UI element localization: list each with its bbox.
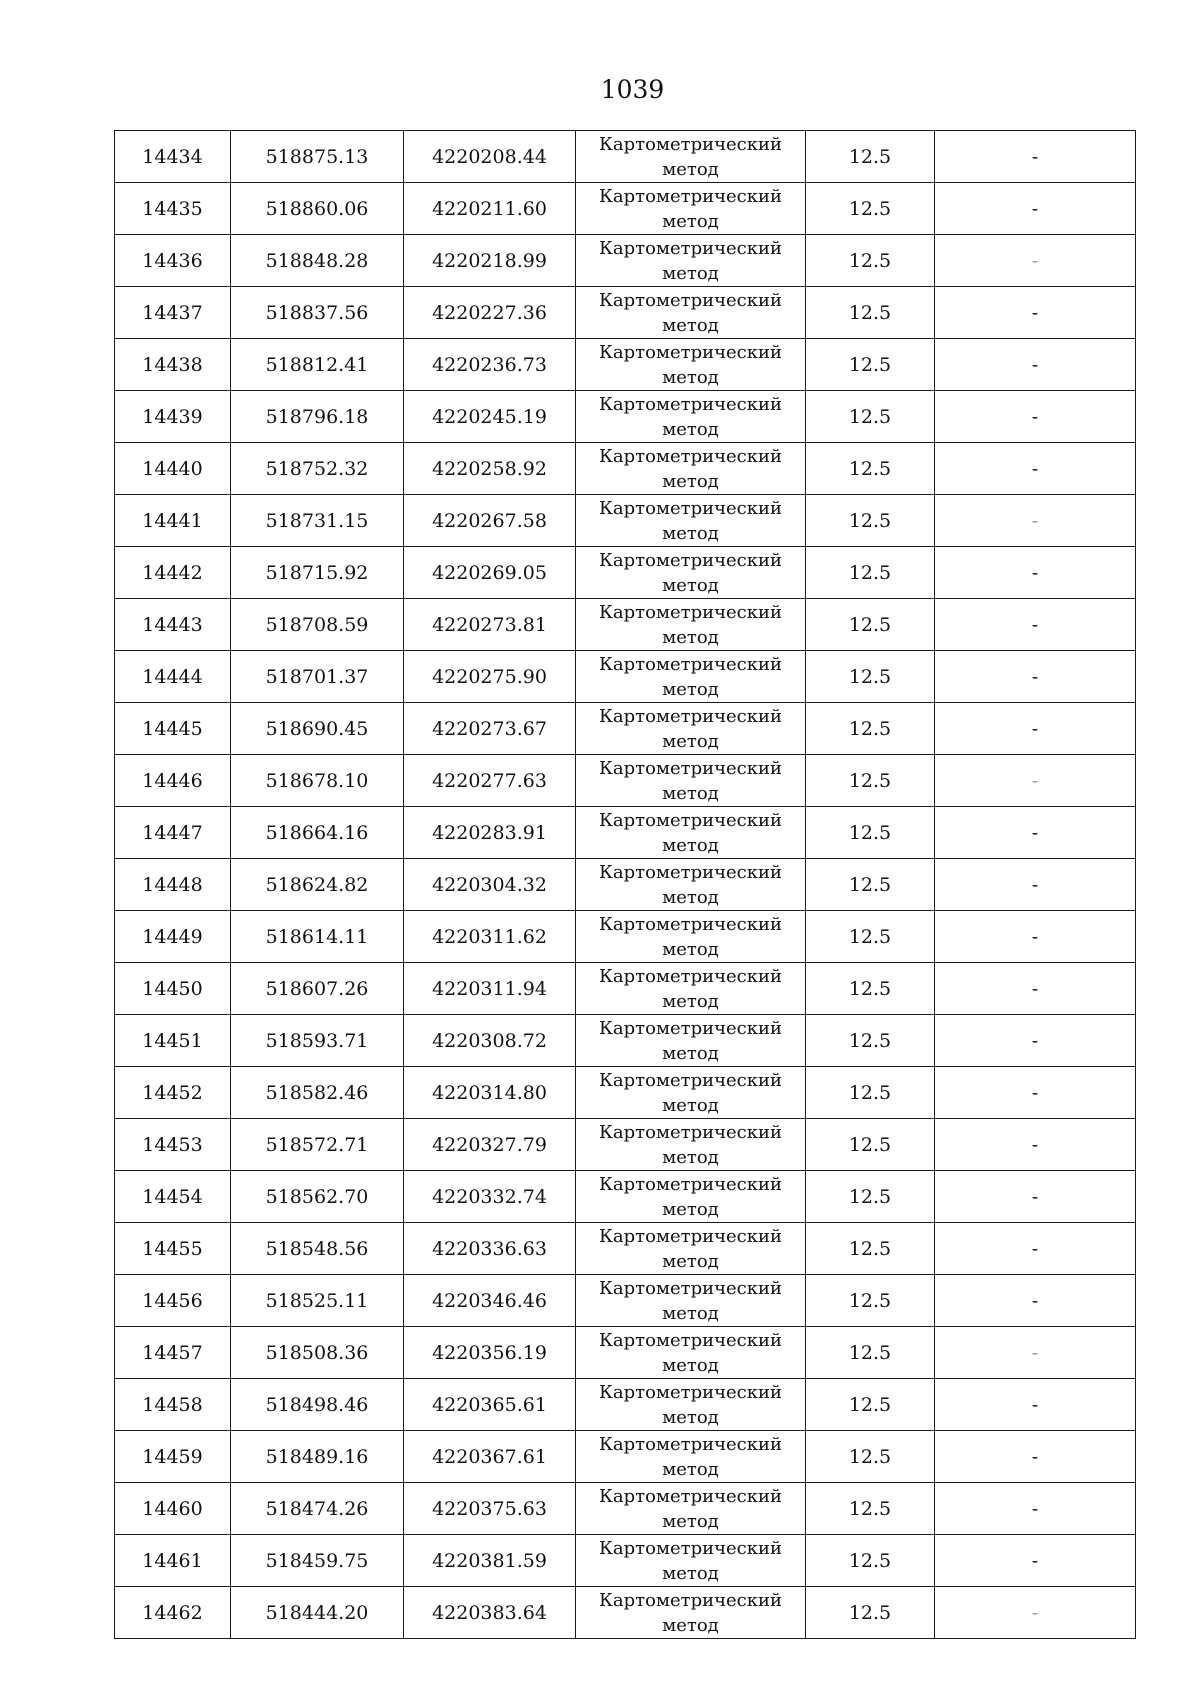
note-cell: - [935,807,1136,859]
table-row [115,495,1136,547]
y-coordinate-cell: 4220336.63 [404,1223,576,1275]
table-row [115,1015,1136,1067]
y-coordinate-cell: 4220365.61 [404,1379,576,1431]
x-coordinate-cell: 518690.45 [231,703,404,755]
y-coordinate-cell: 4220258.92 [404,443,576,495]
y-coordinate-cell: 4220227.36 [404,287,576,339]
x-coordinate-cell: 518474.26 [231,1483,404,1535]
table-row [115,1275,1136,1327]
accuracy-cell: 12.5 [806,131,935,183]
method-cell: Картометрический метод [576,339,806,391]
x-coordinate-cell: 518796.18 [231,391,404,443]
note-cell: - [935,235,1136,287]
point-number-cell: 14442 [115,547,231,599]
point-number-cell: 14445 [115,703,231,755]
method-cell: Картометрический метод [576,1119,806,1171]
point-number-cell: 14458 [115,1379,231,1431]
accuracy-cell: 12.5 [806,547,935,599]
table-row [115,1535,1136,1587]
accuracy-cell: 12.5 [806,963,935,1015]
x-coordinate-cell: 518678.10 [231,755,404,807]
point-number-cell: 14443 [115,599,231,651]
accuracy-cell: 12.5 [806,1119,935,1171]
y-coordinate-cell: 4220275.90 [404,651,576,703]
y-coordinate-cell: 4220381.59 [404,1535,576,1587]
x-coordinate-cell: 518508.36 [231,1327,404,1379]
table-row [115,1431,1136,1483]
x-coordinate-cell: 518848.28 [231,235,404,287]
method-cell: Картометрический метод [576,911,806,963]
x-coordinate-cell: 518572.71 [231,1119,404,1171]
y-coordinate-cell: 4220245.19 [404,391,576,443]
table-row [115,443,1136,495]
page-number: 1039 [600,75,665,104]
y-coordinate-cell: 4220356.19 [404,1327,576,1379]
point-number-cell: 14444 [115,651,231,703]
point-number-cell: 14436 [115,235,231,287]
point-number-cell: 14439 [115,391,231,443]
table-row [115,1171,1136,1223]
method-cell: Картометрический метод [576,807,806,859]
method-cell: Картометрический метод [576,859,806,911]
accuracy-cell: 12.5 [806,1535,935,1587]
point-number-cell: 14440 [115,443,231,495]
point-number-cell: 14459 [115,1431,231,1483]
note-cell: - [935,599,1136,651]
accuracy-cell: 12.5 [806,859,935,911]
point-number-cell: 14447 [115,807,231,859]
method-cell: Картометрический метод [576,1327,806,1379]
accuracy-cell: 12.5 [806,599,935,651]
table-row [115,1223,1136,1275]
method-cell: Картометрический метод [576,287,806,339]
x-coordinate-cell: 518562.70 [231,1171,404,1223]
table-row [115,1327,1136,1379]
note-cell: - [935,1535,1136,1587]
y-coordinate-cell: 4220383.64 [404,1587,576,1639]
method-cell: Картометрический метод [576,131,806,183]
method-cell: Картометрический метод [576,1275,806,1327]
note-cell: - [935,1431,1136,1483]
accuracy-cell: 12.5 [806,703,935,755]
point-number-cell: 14449 [115,911,231,963]
table-row [115,1587,1136,1639]
x-coordinate-cell: 518582.46 [231,1067,404,1119]
x-coordinate-cell: 518548.56 [231,1223,404,1275]
accuracy-cell: 12.5 [806,807,935,859]
method-cell: Картометрический метод [576,963,806,1015]
method-cell: Картометрический метод [576,1379,806,1431]
table-row [115,183,1136,235]
y-coordinate-cell: 4220308.72 [404,1015,576,1067]
x-coordinate-cell: 518731.15 [231,495,404,547]
x-coordinate-cell: 518593.71 [231,1015,404,1067]
accuracy-cell: 12.5 [806,1379,935,1431]
table-row [115,339,1136,391]
accuracy-cell: 12.5 [806,1275,935,1327]
point-number-cell: 14456 [115,1275,231,1327]
table-row [115,807,1136,859]
accuracy-cell: 12.5 [806,339,935,391]
note-cell: - [935,1587,1136,1639]
accuracy-cell: 12.5 [806,495,935,547]
x-coordinate-cell: 518614.11 [231,911,404,963]
accuracy-cell: 12.5 [806,755,935,807]
table-row [115,1119,1136,1171]
note-cell: - [935,963,1136,1015]
note-cell: - [935,391,1136,443]
y-coordinate-cell: 4220277.63 [404,755,576,807]
y-coordinate-cell: 4220218.99 [404,235,576,287]
x-coordinate-cell: 518498.46 [231,1379,404,1431]
x-coordinate-cell: 518708.59 [231,599,404,651]
method-cell: Картометрический метод [576,495,806,547]
note-cell: - [935,339,1136,391]
method-cell: Картометрический метод [576,547,806,599]
note-cell: - [935,1483,1136,1535]
point-number-cell: 14437 [115,287,231,339]
point-number-cell: 14455 [115,1223,231,1275]
y-coordinate-cell: 4220304.32 [404,859,576,911]
note-cell: - [935,1379,1136,1431]
note-cell: - [935,495,1136,547]
x-coordinate-cell: 518837.56 [231,287,404,339]
x-coordinate-cell: 518624.82 [231,859,404,911]
table-row [115,911,1136,963]
note-cell: - [935,1119,1136,1171]
coordinates-table-body [115,131,1136,1639]
table-row [115,703,1136,755]
accuracy-cell: 12.5 [806,1015,935,1067]
table-row [115,859,1136,911]
y-coordinate-cell: 4220375.63 [404,1483,576,1535]
note-cell: - [935,443,1136,495]
coordinates-table [114,130,1136,1639]
y-coordinate-cell: 4220332.74 [404,1171,576,1223]
accuracy-cell: 12.5 [806,1327,935,1379]
y-coordinate-cell: 4220283.91 [404,807,576,859]
method-cell: Картометрический метод [576,599,806,651]
table-row [115,235,1136,287]
note-cell: - [935,1015,1136,1067]
x-coordinate-cell: 518664.16 [231,807,404,859]
table-row [115,547,1136,599]
point-number-cell: 14462 [115,1587,231,1639]
point-number-cell: 14448 [115,859,231,911]
method-cell: Картометрический метод [576,1535,806,1587]
note-cell: - [935,1067,1136,1119]
x-coordinate-cell: 518715.92 [231,547,404,599]
x-coordinate-cell: 518752.32 [231,443,404,495]
accuracy-cell: 12.5 [806,287,935,339]
x-coordinate-cell: 518860.06 [231,183,404,235]
x-coordinate-cell: 518489.16 [231,1431,404,1483]
point-number-cell: 14435 [115,183,231,235]
method-cell: Картометрический метод [576,1171,806,1223]
point-number-cell: 14451 [115,1015,231,1067]
y-coordinate-cell: 4220367.61 [404,1431,576,1483]
x-coordinate-cell: 518607.26 [231,963,404,1015]
table-row [115,1483,1136,1535]
accuracy-cell: 12.5 [806,1067,935,1119]
method-cell: Картометрический метод [576,443,806,495]
point-number-cell: 14457 [115,1327,231,1379]
method-cell: Картометрический метод [576,1015,806,1067]
note-cell: - [935,1327,1136,1379]
method-cell: Картометрический метод [576,1431,806,1483]
x-coordinate-cell: 518875.13 [231,131,404,183]
point-number-cell: 14434 [115,131,231,183]
table-row [115,755,1136,807]
point-number-cell: 14454 [115,1171,231,1223]
accuracy-cell: 12.5 [806,1587,935,1639]
method-cell: Картометрический метод [576,1587,806,1639]
note-cell: - [935,1275,1136,1327]
accuracy-cell: 12.5 [806,911,935,963]
note-cell: - [935,755,1136,807]
point-number-cell: 14446 [115,755,231,807]
y-coordinate-cell: 4220273.67 [404,703,576,755]
note-cell: - [935,703,1136,755]
table-row [115,1379,1136,1431]
point-number-cell: 14450 [115,963,231,1015]
accuracy-cell: 12.5 [806,235,935,287]
y-coordinate-cell: 4220311.94 [404,963,576,1015]
note-cell: - [935,131,1136,183]
table-row [115,963,1136,1015]
method-cell: Картометрический метод [576,235,806,287]
point-number-cell: 14452 [115,1067,231,1119]
point-number-cell: 14453 [115,1119,231,1171]
accuracy-cell: 12.5 [806,183,935,235]
method-cell: Картометрический метод [576,703,806,755]
method-cell: Картометрический метод [576,1067,806,1119]
table-row [115,287,1136,339]
y-coordinate-cell: 4220269.05 [404,547,576,599]
y-coordinate-cell: 4220236.73 [404,339,576,391]
note-cell: - [935,1223,1136,1275]
x-coordinate-cell: 518525.11 [231,1275,404,1327]
table-row [115,599,1136,651]
accuracy-cell: 12.5 [806,1223,935,1275]
y-coordinate-cell: 4220267.58 [404,495,576,547]
x-coordinate-cell: 518701.37 [231,651,404,703]
accuracy-cell: 12.5 [806,391,935,443]
point-number-cell: 14460 [115,1483,231,1535]
table-row [115,651,1136,703]
table-row [115,1067,1136,1119]
accuracy-cell: 12.5 [806,1431,935,1483]
table-row [115,391,1136,443]
note-cell: - [935,859,1136,911]
x-coordinate-cell: 518459.75 [231,1535,404,1587]
method-cell: Картометрический метод [576,755,806,807]
note-cell: - [935,651,1136,703]
note-cell: - [935,547,1136,599]
y-coordinate-cell: 4220273.81 [404,599,576,651]
y-coordinate-cell: 4220346.46 [404,1275,576,1327]
method-cell: Картометрический метод [576,651,806,703]
y-coordinate-cell: 4220208.44 [404,131,576,183]
accuracy-cell: 12.5 [806,1483,935,1535]
point-number-cell: 14441 [115,495,231,547]
method-cell: Картометрический метод [576,1483,806,1535]
point-number-cell: 14461 [115,1535,231,1587]
accuracy-cell: 12.5 [806,651,935,703]
x-coordinate-cell: 518812.41 [231,339,404,391]
method-cell: Картометрический метод [576,183,806,235]
note-cell: - [935,911,1136,963]
y-coordinate-cell: 4220211.60 [404,183,576,235]
note-cell: - [935,183,1136,235]
y-coordinate-cell: 4220314.80 [404,1067,576,1119]
note-cell: - [935,1171,1136,1223]
accuracy-cell: 12.5 [806,443,935,495]
accuracy-cell: 12.5 [806,1171,935,1223]
x-coordinate-cell: 518444.20 [231,1587,404,1639]
y-coordinate-cell: 4220311.62 [404,911,576,963]
note-cell: - [935,287,1136,339]
method-cell: Картометрический метод [576,1223,806,1275]
point-number-cell: 14438 [115,339,231,391]
y-coordinate-cell: 4220327.79 [404,1119,576,1171]
method-cell: Картометрический метод [576,391,806,443]
table-row [115,131,1136,183]
